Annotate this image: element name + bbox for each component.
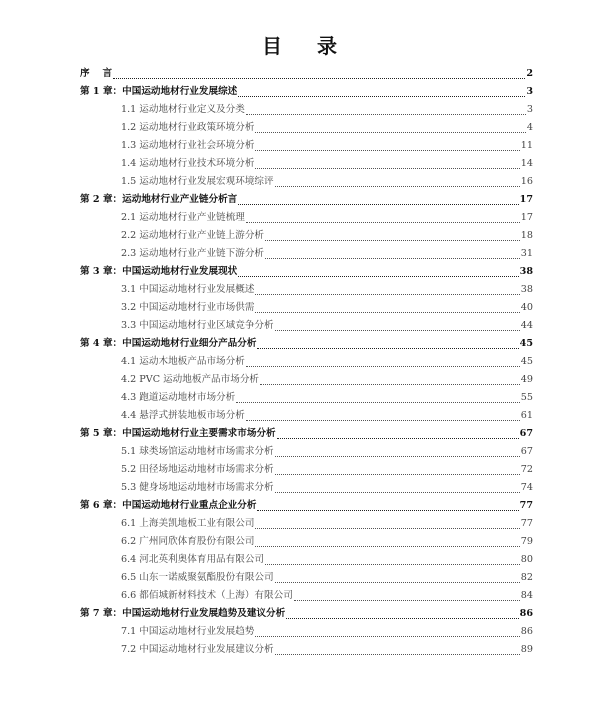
toc-entry-label: 4.1 运动木地板产品市场分析 <box>121 356 245 367</box>
dot-leader <box>246 222 520 223</box>
toc-entry-page-number: 31 <box>520 248 533 259</box>
dot-leader <box>255 132 525 133</box>
dot-leader <box>265 564 520 565</box>
toc-entry-label: 1.1 运动地材行业定义及分类 <box>121 104 245 115</box>
toc-entry-label: 4.3 跑道运动地材市场分析 <box>121 392 236 403</box>
toc-entry-label: 2.1 运动地材行业产业链梳理 <box>121 212 245 223</box>
toc-entry-label: 1.4 运动地材行业技术环境分析 <box>121 158 255 169</box>
toc-section-entry[interactable] <box>80 533 533 551</box>
toc-chapter-entry[interactable] <box>80 83 533 101</box>
toc-entry-page-number: 2 <box>526 68 533 79</box>
toc-entry-label: 3.1 中国运动地材行业发展概述 <box>121 284 255 295</box>
toc-chapter-entry[interactable] <box>80 263 533 281</box>
toc-chapter-entry[interactable] <box>80 605 533 623</box>
toc-entry-label: 第 2 章：运动地材行业产业链分析言 <box>80 194 238 205</box>
dot-leader <box>255 312 519 313</box>
dot-leader <box>286 618 518 619</box>
toc-section-entry[interactable] <box>80 173 533 191</box>
dot-leader <box>238 96 525 97</box>
toc-section-entry[interactable] <box>80 461 533 479</box>
toc-section-entry[interactable] <box>80 299 533 317</box>
toc-entry-label: 6.1 上海美凯地板工业有限公司 <box>121 518 255 529</box>
dot-leader <box>275 474 520 475</box>
toc-section-entry[interactable] <box>80 551 533 569</box>
toc-section-entry[interactable] <box>80 407 533 425</box>
toc-section-entry[interactable] <box>80 209 533 227</box>
toc-section-entry[interactable] <box>80 389 533 407</box>
toc-section-entry[interactable] <box>80 119 533 137</box>
toc-section-entry[interactable] <box>80 101 533 119</box>
toc-entry-label: 4.4 悬浮式拼装地板市场分析 <box>121 410 245 421</box>
dot-leader <box>255 168 519 169</box>
toc-entry-page-number: 17 <box>520 212 533 223</box>
toc-entry-label: 第 1 章：中国运动地材行业发展综述 <box>80 86 238 97</box>
toc-entry-label: 4.2 PVC 运动地板产品市场分析 <box>121 374 260 385</box>
toc-section-entry[interactable] <box>80 137 533 155</box>
toc-section-entry[interactable] <box>80 641 533 659</box>
dot-leader <box>275 582 520 583</box>
toc-entry-label: 第 3 章：中国运动地材行业发展现状 <box>80 266 238 277</box>
toc-entry-label: 6.6 都佰城新材料技术（上海）有限公司 <box>121 590 293 601</box>
toc-section-entry[interactable] <box>80 479 533 497</box>
toc-chapter-entry[interactable] <box>80 335 533 353</box>
dot-leader <box>294 600 520 601</box>
toc-entry-label: 2.3 运动地材行业产业链下游分析 <box>121 248 265 259</box>
dot-leader <box>260 384 520 385</box>
toc-entry-label: 1.3 运动地材行业社会环境分析 <box>121 140 255 151</box>
dot-leader <box>246 366 520 367</box>
dot-leader <box>113 78 525 79</box>
toc-section-entry[interactable] <box>80 569 533 587</box>
toc-section-entry[interactable] <box>80 443 533 461</box>
toc-section-entry[interactable] <box>80 317 533 335</box>
toc-entry-page-number: 18 <box>520 230 533 241</box>
toc-entry-page-number: 86 <box>519 608 533 619</box>
toc-section-entry[interactable] <box>80 515 533 533</box>
dot-leader <box>265 240 520 241</box>
toc-entry-page-number: 67 <box>520 446 533 457</box>
dot-leader <box>255 294 519 295</box>
toc-entry-label: 5.1 球类场馆运动地材市场需求分析 <box>121 446 274 457</box>
toc-chapter-entry[interactable] <box>80 497 533 515</box>
toc-entry-page-number: 40 <box>520 302 533 313</box>
toc-entry-label: 1.5 运动地材行业发展宏观环境综评 <box>121 176 274 187</box>
table-of-contents <box>80 65 533 659</box>
page-title: 目 录 <box>262 34 351 58</box>
dot-leader <box>275 330 520 331</box>
dot-leader <box>246 114 526 115</box>
dot-leader <box>275 654 520 655</box>
toc-section-entry[interactable] <box>80 587 533 605</box>
dot-leader <box>265 258 520 259</box>
toc-section-entry[interactable] <box>80 155 533 173</box>
toc-entry-page-number: 3 <box>526 86 533 97</box>
toc-chapter-entry[interactable] <box>80 425 533 443</box>
toc-entry-page-number: 38 <box>519 266 533 277</box>
toc-entry-page-number: 44 <box>520 320 533 331</box>
toc-entry-page-number: 86 <box>520 626 533 637</box>
dot-leader <box>255 528 519 529</box>
toc-entry-page-number: 89 <box>520 644 533 655</box>
dot-leader <box>257 348 518 349</box>
toc-entry-page-number: 45 <box>519 338 533 349</box>
toc-section-entry[interactable] <box>80 371 533 389</box>
dot-leader <box>238 204 518 205</box>
toc-entry-page-number: 77 <box>520 518 533 529</box>
dot-leader <box>236 402 520 403</box>
toc-entry-label: 7.1 中国运动地材行业发展趋势 <box>121 626 255 637</box>
toc-entry-page-number: 82 <box>520 572 533 583</box>
toc-section-entry[interactable] <box>80 227 533 245</box>
toc-section-entry[interactable] <box>80 353 533 371</box>
toc-entry-label: 7.2 中国运动地材行业发展建议分析 <box>121 644 274 655</box>
toc-entry-label: 第 7 章：中国运动地材行业发展趋势及建议分析 <box>80 608 286 619</box>
dot-leader <box>257 510 518 511</box>
toc-entry-label: 第 5 章：中国运动地材行业主要需求市场分析 <box>80 428 276 439</box>
toc-entry-page-number: 80 <box>520 554 533 565</box>
toc-entry-page-number: 67 <box>519 428 533 439</box>
toc-entry-page-number: 17 <box>519 194 533 205</box>
toc-entry-label: 5.3 健身场地运动地材市场需求分析 <box>121 482 274 493</box>
toc-chapter-entry[interactable] <box>80 191 533 209</box>
toc-entry-label: 3.3 中国运动地材行业区域竞争分析 <box>121 320 274 331</box>
toc-entry-page-number: 84 <box>520 590 533 601</box>
toc-section-entry[interactable] <box>80 623 533 641</box>
toc-entry-page-number: 16 <box>520 176 533 187</box>
toc-entry-label: 第 4 章：中国运动地材行业细分产品分析 <box>80 338 257 349</box>
toc-entry-page-number: 72 <box>520 464 533 475</box>
dot-leader <box>255 636 519 637</box>
toc-entry-page-number: 38 <box>520 284 533 295</box>
toc-entry-page-number: 74 <box>520 482 533 493</box>
toc-entry-page-number: 3 <box>526 104 533 115</box>
toc-entry-page-number: 77 <box>519 500 533 511</box>
toc-entry-page-number: 61 <box>520 410 533 421</box>
toc-entry-label: 第 6 章：中国运动地材行业重点企业分析 <box>80 500 257 511</box>
toc-entry-label: 5.2 田径场地运动地材市场需求分析 <box>121 464 274 475</box>
toc-section-entry[interactable] <box>80 245 533 263</box>
toc-entry-label: 3.2 中国运动地材行业市场供需 <box>121 302 255 313</box>
dot-leader <box>238 276 518 277</box>
toc-section-entry[interactable] <box>80 281 533 299</box>
toc-entry-label: 序 言 <box>80 68 113 79</box>
dot-leader <box>255 150 519 151</box>
toc-entry-page-number: 11 <box>520 140 533 151</box>
toc-entry-label: 6.5 山东一诺威聚氨酯股份有限公司 <box>121 572 274 583</box>
dot-leader <box>275 492 520 493</box>
dot-leader <box>275 186 520 187</box>
toc-entry-page-number: 55 <box>520 392 533 403</box>
toc-entry-page-number: 79 <box>520 536 533 547</box>
toc-entry-page-number: 49 <box>520 374 533 385</box>
toc-chapter-entry[interactable] <box>80 65 533 83</box>
toc-entry-page-number: 14 <box>520 158 533 169</box>
toc-entry-label: 2.2 运动地材行业产业链上游分析 <box>121 230 265 241</box>
dot-leader <box>255 546 519 547</box>
toc-entry-page-number: 45 <box>520 356 533 367</box>
dot-leader <box>246 420 520 421</box>
toc-entry-page-number: 4 <box>526 122 533 133</box>
toc-entry-label: 1.2 运动地材行业政策环境分析 <box>121 122 255 133</box>
toc-entry-label: 6.4 河北英利奥体育用品有限公司 <box>121 554 265 565</box>
dot-leader <box>277 438 519 439</box>
dot-leader <box>275 456 520 457</box>
toc-entry-label: 6.2 广州同欣体育股份有限公司 <box>121 536 255 547</box>
